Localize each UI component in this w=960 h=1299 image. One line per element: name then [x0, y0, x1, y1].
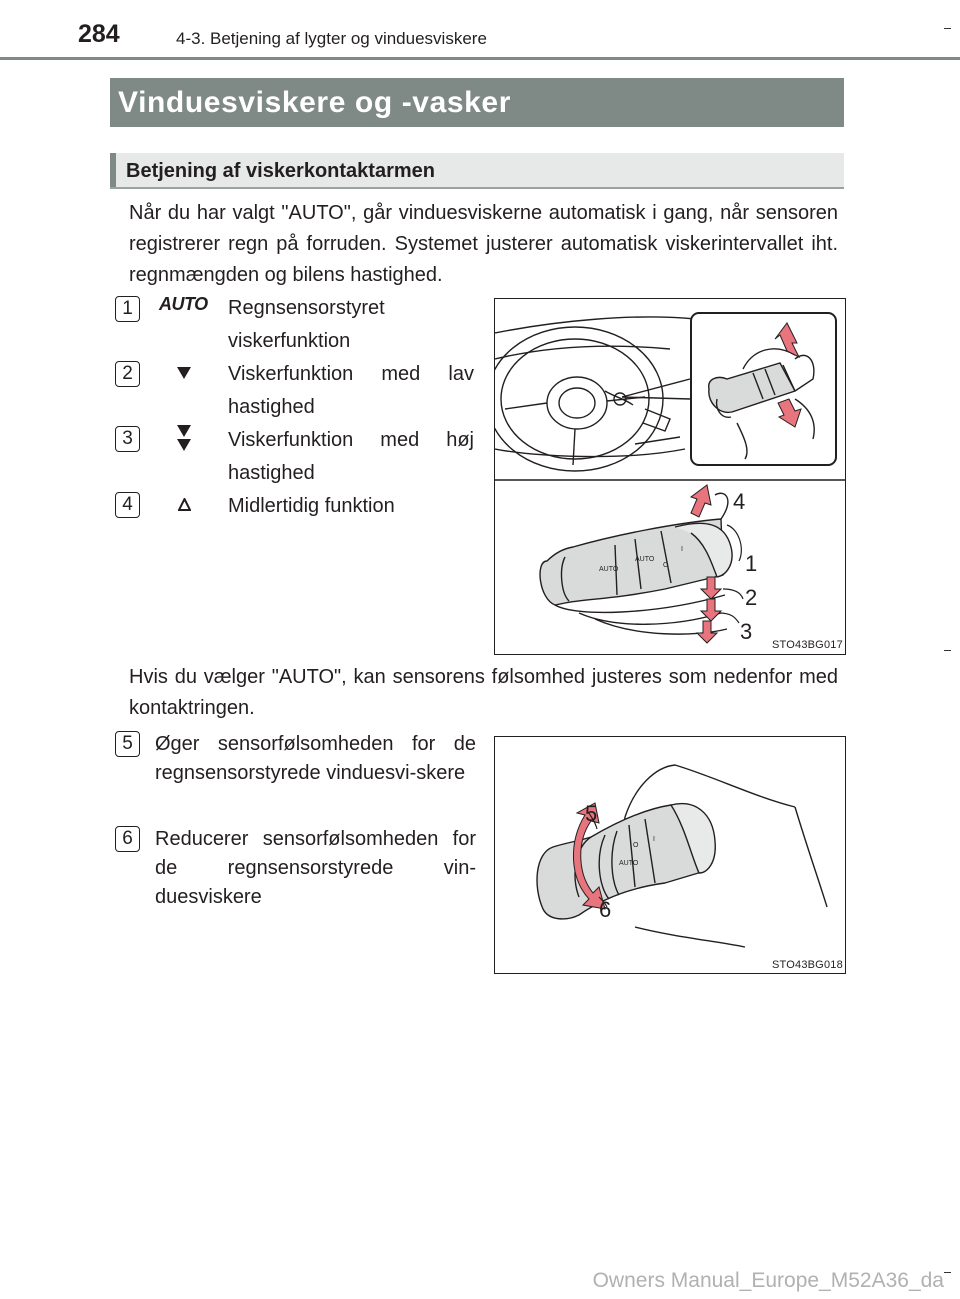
wiper-mode-text: Regnsensorstyret viskerfunktion	[228, 297, 385, 352]
sensitivity-ring-figure	[494, 736, 846, 974]
triangle-up-outline-icon	[178, 498, 191, 511]
subsection-bar	[110, 153, 116, 187]
section-title: Vinduesviskere og -vasker	[110, 78, 844, 127]
wiper-mode-text: Midlertidig funktion	[228, 495, 395, 517]
item-number-badge: 5	[115, 731, 140, 757]
intro-paragraph: Når du har valgt "AUTO", går vinduesviskerne automatisk i gang, når sensoren registrerer regn på forruden. Systemet justerer automatisk viskerintervallet iht. regnmængden og bilens hastighed.	[129, 202, 838, 286]
callout-number: 5	[585, 801, 598, 826]
item-number-badge: 1	[115, 296, 140, 322]
callout-number: 6	[599, 897, 612, 922]
chapter-title: 4-3. Betjening af lygter og vinduesviskere	[176, 29, 487, 48]
crop-mark	[944, 650, 951, 651]
single-triangle-down-icon	[177, 366, 191, 380]
item-number-badge: 4	[115, 492, 140, 518]
item-number-badge: 3	[115, 426, 140, 452]
subsection-title: Betjening af viskerkontaktarmen	[126, 160, 435, 182]
sensitivity-paragraph: Hvis du vælger "AUTO", kan sensorens følsomhed justeres som nedenfor med kontaktringen.	[129, 666, 838, 719]
lever-label: O	[633, 842, 639, 849]
figure-code: STO43BG017	[772, 639, 843, 651]
lever-label: AUTO	[635, 556, 655, 563]
subsection-heading	[110, 153, 844, 189]
auto-icon: AUTO	[159, 294, 208, 314]
lever-label: I	[681, 546, 683, 553]
lever-label: AUTO	[599, 566, 619, 573]
item-number-badge: 6	[115, 826, 140, 852]
crop-mark	[944, 28, 951, 29]
callout-number: 3	[740, 619, 753, 644]
sensitivity-item-text: Øger sensorfølsomheden for de regnsensorstyrede vinduesvi-skere	[155, 733, 476, 784]
item-number-badge: 2	[115, 361, 140, 387]
wiper-lever-figure	[494, 298, 846, 655]
lever-label: I	[653, 836, 655, 843]
sensitivity-ring-illustration	[495, 737, 845, 973]
wiper-mode-text: Viskerfunktion med høj hastighed	[228, 429, 474, 484]
wiper-mode-text: Viskerfunktion med lav hastighed	[228, 363, 474, 418]
footer-watermark: Owners Manual_Europe_M52A36_da	[592, 1269, 944, 1292]
callout-number: 1	[745, 551, 758, 576]
lever-label: AUTO	[619, 860, 639, 867]
lever-label: O	[663, 562, 669, 569]
page-number: 284	[78, 20, 120, 48]
callout-number: 2	[745, 585, 758, 610]
wiper-lever-illustration	[495, 299, 845, 654]
callout-number: 4	[733, 489, 746, 514]
figure-code: STO43BG018	[772, 959, 843, 971]
sensitivity-item-text: Reducerer sensorfølsomheden for de regnsensorstyrede vin-duesviskere	[155, 828, 476, 908]
crop-mark	[944, 1272, 951, 1273]
double-triangle-down-icon	[177, 424, 191, 452]
header-rule	[0, 57, 960, 60]
